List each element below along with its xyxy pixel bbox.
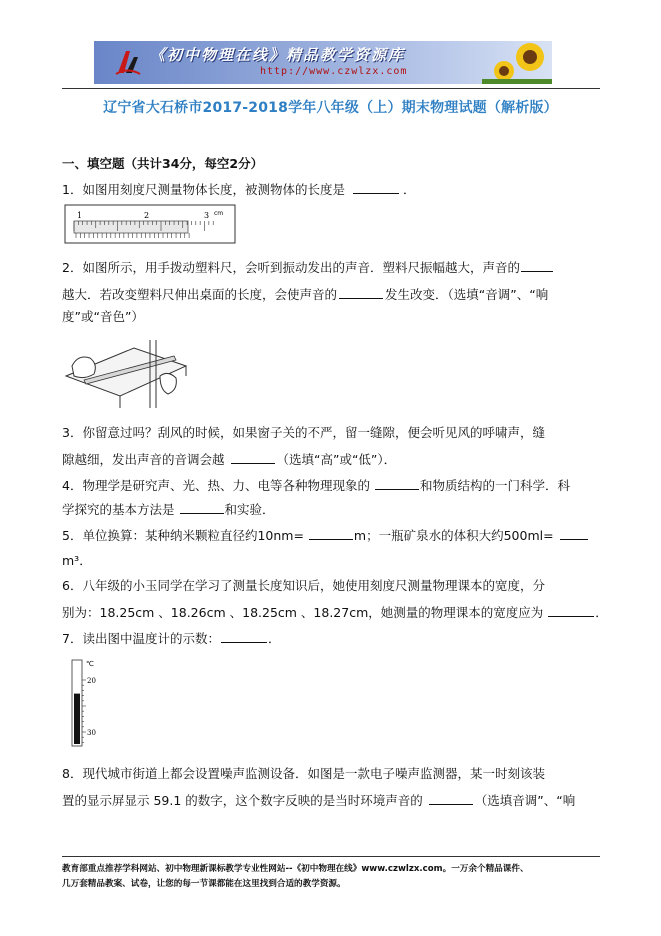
q4-answer-blank-1[interactable]	[375, 477, 419, 490]
thermometer-label-20: 20	[87, 677, 96, 685]
question-4-line-1	[62, 477, 570, 494]
question-3-line-1: 3．你留意过吗？刮风的时候，如果窗子关的不严，留一缝隙，便会听见风的呼啸声，缝	[62, 425, 545, 440]
q3-answer-blank[interactable]	[231, 451, 275, 464]
thermometer-unit: ℃	[86, 660, 94, 668]
q7-text: 7．读出图中温度计的示数：	[62, 631, 220, 646]
q5-line1b-text: m；一瓶矿泉水的体积大约500ml=	[353, 528, 554, 543]
header-banner	[94, 41, 552, 84]
ruler-label-1: 1	[77, 211, 83, 220]
q1-answer-blank[interactable]	[353, 181, 399, 194]
question-6-line-1: 6．八年级的小玉同学在学习了测量长度知识后，她使用刻度尺测量物理课本的宽度，分	[62, 578, 545, 593]
q2-line2a-text: 越大．若改变塑料尺伸出桌面的长度，会使声音的	[62, 287, 338, 302]
q1-end: ．	[402, 182, 416, 197]
document-title: 辽宁省大石桥市2017-2018学年八年级（上）期末物理试题（解析版）	[103, 100, 558, 116]
thermometer-mercury	[74, 694, 80, 744]
q8-line2b-text: （选填音调”、“响	[474, 793, 576, 808]
thermometer-figure	[66, 656, 106, 748]
q4-line2b-text: 和实验．	[224, 502, 275, 517]
question-8-line-1: 8．现代城市街道上都会设置噪声监测设备．如图是一款电子噪声监测器，某一时刻该装	[62, 766, 545, 781]
q6-line2b-text: ．	[595, 605, 608, 620]
thermometer-label-30: 30	[87, 729, 96, 737]
header-divider	[62, 88, 600, 89]
q3-line2a-text: 隙越细，发出声音的音调会越	[62, 452, 225, 467]
q3-line2b-text: （选填“高”或“低”）．	[276, 452, 397, 467]
q6-line2a-text: 别为：18.25cm 、18.26cm 、18.25cm 、18.27cm，她测量的物理课本的宽度应为	[62, 605, 544, 620]
question-5-line-1	[62, 527, 588, 544]
q5-line1a-text: 5．单位换算：某种纳米颗粒直径约10nm=	[62, 528, 304, 543]
q8-line2a-text: 置的显示屏显示 59.1 的数字，这个数字反映的是当时环境声音的	[62, 793, 423, 808]
ruler-figure	[64, 204, 236, 246]
q6-answer-blank[interactable]	[548, 604, 594, 617]
ruler-label-2: 2	[144, 211, 150, 220]
ruler-unit: cm	[214, 210, 224, 217]
question-2-line-1	[62, 259, 553, 276]
q2-answer-blank-1[interactable]	[521, 259, 553, 272]
question-8-line-2	[62, 792, 575, 809]
footer-divider	[62, 856, 600, 857]
q1-text: 1．如图用刻度尺测量物体长度，被测物体的长度是	[62, 182, 345, 197]
footer	[62, 862, 529, 892]
q8-answer-blank[interactable]	[429, 792, 473, 805]
banner-url: http://www.czwlzx.com	[260, 66, 408, 77]
question-4-line-2	[62, 501, 275, 518]
sunflower-icon	[482, 41, 552, 84]
question-6-line-2	[62, 604, 608, 621]
q4-line1a-text: 4．物理学是研究声、光、热、力、电等各种物理现象的	[62, 478, 370, 493]
q7-end: ．	[267, 631, 281, 646]
q4-line2a-text: 学探究的基本方法是	[62, 502, 175, 517]
footer-line-2: 几万套精品教案、试卷，让您的每一节课都能在这里找到合适的教学资源。	[62, 879, 346, 889]
q4-answer-blank-2[interactable]	[180, 501, 224, 514]
q4-line1b-text: 和物质结构的一门科学．科	[419, 478, 570, 493]
question-5-line-2: m³．	[62, 553, 92, 568]
q7-answer-blank[interactable]	[221, 630, 267, 643]
ruler-label-3: 3	[204, 211, 210, 220]
banner-title: 《初中物理在线》精品教学资源库	[150, 46, 406, 64]
question-2-line-3: 度”或“音色”）	[62, 309, 144, 324]
q5-answer-blank-2[interactable]	[560, 527, 588, 540]
footer-line-1: 教育部重点推荐学科网站、初中物理新课标教学专业性网站--《初中物理在线》www.czwlzx.com。一万余个精品课件、	[62, 864, 529, 874]
question-7	[62, 630, 280, 647]
q2-answer-blank-2[interactable]	[339, 286, 383, 299]
plastic-ruler-desk-figure	[64, 336, 188, 410]
q2-line1-text: 2．如图所示，用手拨动塑料尺，会听到振动发出的声音．塑料尺振幅越大，声音的	[62, 260, 520, 275]
question-2-line-2	[62, 286, 548, 303]
q2-line2b-text: 发生改变．（选填“音调”、“响	[385, 287, 549, 302]
question-1	[62, 181, 415, 198]
q5-answer-blank-1[interactable]	[309, 527, 353, 540]
section-heading: 一、填空题（共计34分，每空2分）	[62, 156, 264, 171]
question-3-line-2	[62, 451, 396, 468]
logo-icon	[114, 47, 142, 77]
